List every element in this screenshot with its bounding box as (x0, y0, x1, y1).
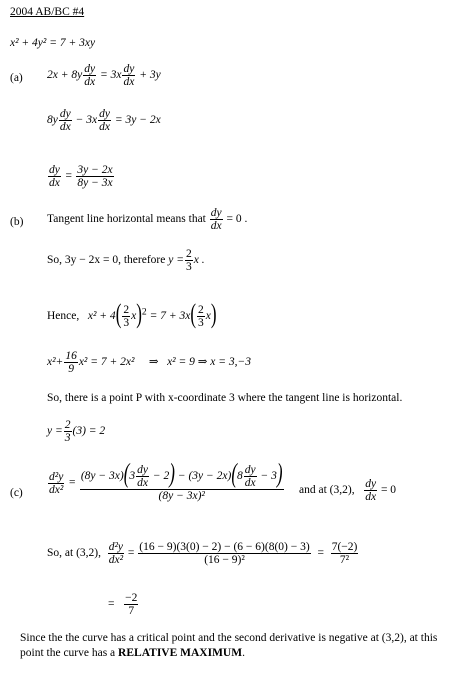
part-a-result: $\frac{dy}{dx}$ = $\frac{3y - 2x}{8y - 3x}$ (49, 164, 113, 190)
summary-paragraph: Since the the curve has a critical point and the second derivative is negative at (3,2), at this point the curve has a RELATIVE MAXIMUM. (20, 632, 438, 659)
part-a-line2: 8y $\frac{dy}{dx}$ − 3x $\frac{dy}{dx}$ = 3y − 2x (47, 108, 161, 134)
part-c-label: (c) (10, 487, 23, 499)
part-b-line5: x²+ $\frac{16}{9}$ x² = 7 + 2x² ⇒ x² = 9 ⇒ x = 3,−3 (47, 350, 252, 376)
part-c-second-derivative: $\frac{\text{d²y}}{\text{dx²}}$ = (8y − 3x)(3 $\frac{dy}{dx}$ − 2) − (3y − 2x)(8 $\frac{dy}{dx}$ − 3) (8y − 3x)² (49, 458, 283, 503)
document-title: 2004 AB/BC #4 (10, 6, 85, 18)
part-b-label: (b) (10, 216, 24, 228)
part-c-final: = $\frac{-2}{7}$ (108, 592, 138, 618)
part-b-hence: Hence, x² + 4( $\frac{2}{3}$ x)$^2$ = 7 + 3x( $\frac{2}{3}$ x) (47, 298, 217, 330)
part-a-line1: 2x + 8y $\frac{dy}{dx}$ = 3x $\frac{dy}{dx}$ + 3y (47, 63, 161, 89)
part-c-evaluation: So, at (3,2), $\frac{\text{d²y}}{\text{dx²}}$ = $\frac{(16 - 9)(3(0) - 2) - (6 - 6)(8(0) - 3)}{\text{(16 − 9)²}}$ = $\frac{7(-2)}{\text{7²}}$ (47, 541, 358, 567)
part-a-label: (a) (10, 72, 23, 84)
given-equation: x² + 4y² = 7 + 3xy (10, 37, 96, 49)
part-b-line1: Tangent line horizontal means that $\frac{dy}{dx}$ = 0 . (47, 207, 248, 233)
part-c-and-at: and at (3,2), $\frac{dy}{dx}$ = 0 (299, 478, 397, 504)
part-b-y-value: y = $\frac{2}{3}$ (3) = 2 (47, 419, 106, 445)
part-b-conclusion: So, there is a point P with x-coordinate 3 where the tangent line is horizontal. (47, 392, 403, 404)
part-b-line2: So, 3y − 2x = 0, therefore y = $\frac{2}{3}$ x . (47, 248, 205, 274)
